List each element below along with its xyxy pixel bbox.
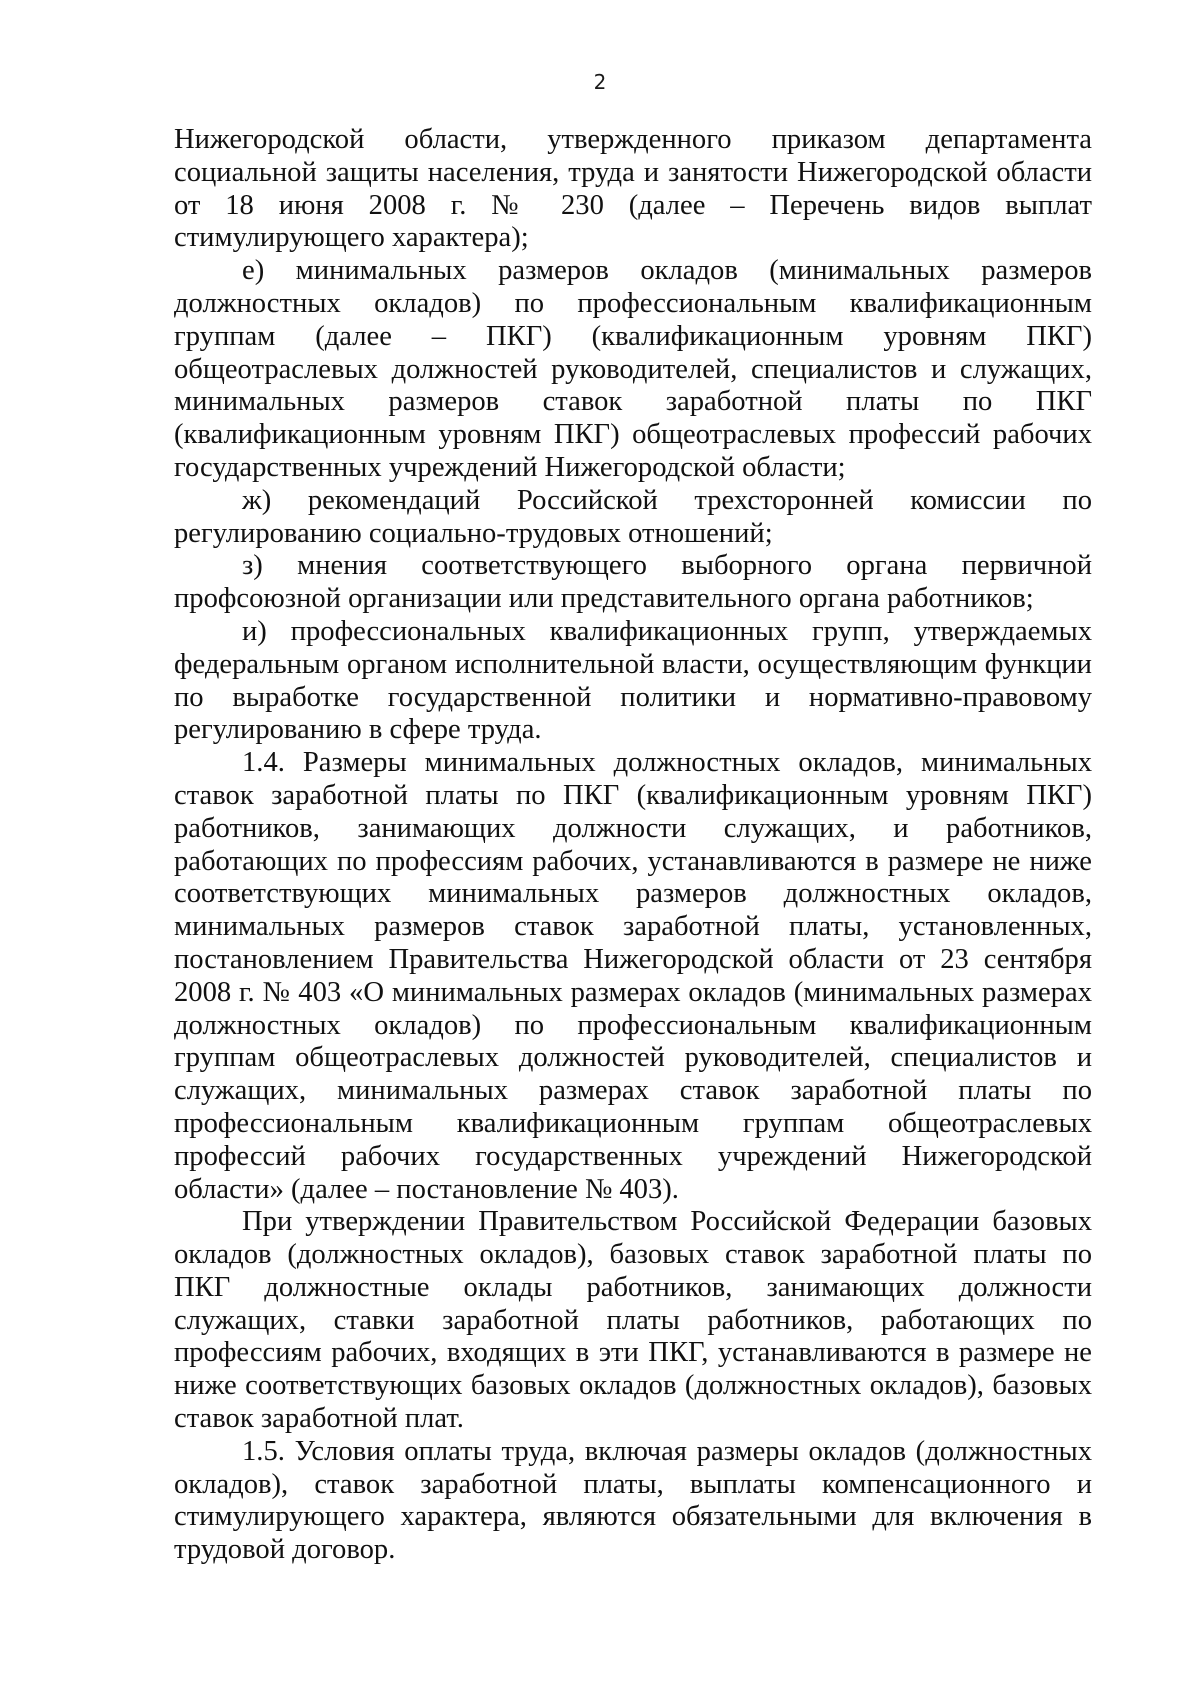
document-body bbox=[174, 124, 1092, 1567]
paragraph-item-z: з) мнения соответствующего выборного органа первичной профсоюзной организации или представительного органа работников; bbox=[174, 550, 1092, 615]
page-number: 2 bbox=[593, 70, 607, 94]
paragraph-section-1-5: 1.5. Условия оплаты труда, включая размеры окладов (должностных окладов), ставок заработной платы, выплаты компенсационного и стимулирующего характера, являются обязательными для включения в трудовой договор. bbox=[174, 1435, 1092, 1566]
paragraph-base-salaries: При утверждении Правительством Российской Федерации базовых окладов (должностных окладов), базовых ставок заработной платы по ПКГ должностные оклады работников, занимающих должности служащих, ставки заработной платы работников, работающих по профессиям рабочих, входящих в эти ПКГ, устанавливаются в размере не ниже соответствующих базовых окладов (должностных окладов), базовых ставок заработной плат. bbox=[174, 1206, 1092, 1435]
paragraph-item-i: и) профессиональных квалификационных групп, утверждаемых федеральным органом исполнительной власти, осуществляющим функции по выработке государственной политики и нормативно-правовому регулированию в сфере труда. bbox=[174, 615, 1092, 746]
paragraph-continuation: Нижегородской области, утвержденного приказом департамента социальной защиты населения, труда и занятости Нижегородской области от 18 июня 2008 г. № 230 (далее – Перечень видов выплат стимулирующего характера); bbox=[174, 124, 1092, 254]
paragraph-item-e: е) минимальных размеров окладов (минимальных размеров должностных окладов) по профессиональным квалификационным группам (далее – ПКГ) (квалификационным уровням ПКГ) общеотраслевых должностей руководителей, специалистов и служащих, минимальных размеров ставок заработной платы по ПКГ (квалификационным уровням ПКГ) общеотраслевых профессий рабочих государственных учреждений Нижегородской области; bbox=[174, 255, 1092, 483]
paragraph-item-zh: ж) рекомендаций Российской трехсторонней комиссии по регулированию социально-трудовых отношений; bbox=[174, 484, 1092, 549]
paragraph-section-1-4: 1.4. Размеры минимальных должностных окладов, минимальных ставок заработной платы по ПКГ (квалификационным уровням ПКГ) работников, занимающих должности служащих, и работников, работающих по профессиям рабочих, устанавливаются в размере не ниже соответствующих минимальных размеров должностных окладов, минимальных размеров ставок заработной платы, установленных, постановлением Правительства Нижегородской области от 23 сентября 2008 г. № 403 «О минимальных размерах окладов (минимальных размерах должностных окладов) по профессиональным квалификационным группам общеотраслевых должностей руководителей, специалистов и служащих, минимальных размерах ставок заработной платы по профессиональным квалификационным группам общеотраслевых профессий рабочих государственных учреждений Нижегородской области» (далее – постановление № 403). bbox=[174, 747, 1092, 1205]
